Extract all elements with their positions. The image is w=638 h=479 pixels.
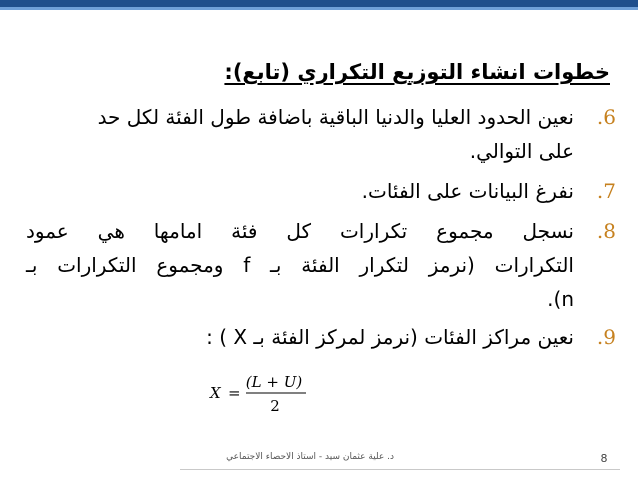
item-line: على التوالي. (469, 139, 574, 163)
list-item-7 (26, 174, 616, 208)
slide-title: خطوات انشاء التوزيع التكراري (تابع): (224, 60, 610, 84)
formula-equals: = (228, 384, 241, 402)
item-line: التكرارات (نرمز لتكرار الفئة بـ f ومجموع التكرارات بـ (26, 253, 574, 277)
top-border-accent (0, 7, 638, 10)
list-item-8 (26, 214, 616, 316)
list-item-9 (26, 320, 616, 354)
class-midpoint-formula (206, 368, 326, 418)
item-text (26, 174, 574, 208)
item-text (26, 100, 574, 168)
item-line: n). (547, 287, 574, 311)
footer-divider (180, 469, 620, 470)
page-number: 8 (600, 452, 608, 465)
top-border (0, 0, 638, 7)
item-line: نسجل مجموع تكرارات كل فئة امامها هي عمود (26, 219, 574, 243)
list-item-6 (26, 100, 616, 168)
item-line: نعين الحدود العليا والدنيا الباقية باضافة طول الفئة لكل حد (97, 105, 574, 129)
formula-denominator: 2 (270, 397, 280, 415)
formula-lhs: X (210, 384, 221, 402)
footer-author: د. علية عثمان سيد - استاذ الاحصاء الاجتماعي (226, 452, 394, 462)
item-number: .7 (596, 179, 616, 203)
item-text (26, 214, 574, 316)
item-number: .9 (596, 325, 616, 349)
item-number: .8 (596, 219, 616, 243)
item-line: نعين مراكز الفئات (نرمز لمركز الفئة بـ X ) : (206, 325, 574, 349)
formula-numerator: (L + U) (245, 373, 303, 391)
item-line: نفرغ البيانات على الفئات. (361, 179, 574, 203)
item-text (26, 320, 574, 354)
item-number: .6 (596, 105, 616, 129)
